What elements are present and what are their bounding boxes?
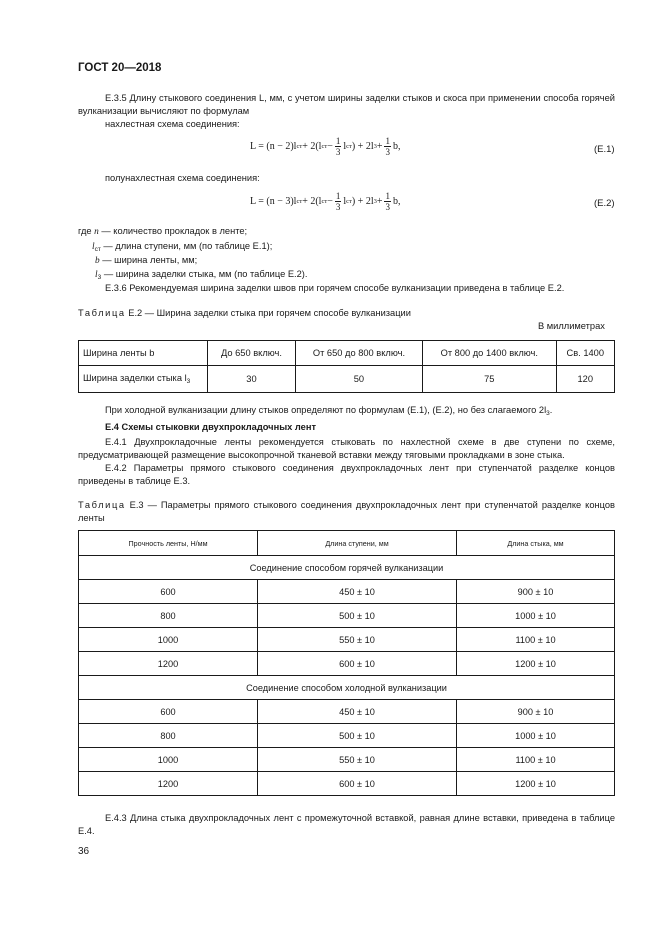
paragraph-e42: Е.4.2 Параметры прямого стыкового соединения двухпрокладочных лент при ступенчатой разделке концов приведены в таблице Е.3.	[78, 463, 615, 486]
table-cell: 120	[556, 366, 614, 393]
paragraph-e35: Е.3.5 Длину стыкового соединения L, мм, с учетом ширины заделки стыков и скоса при применении способа горячей вулканизации вычисляют по формулам	[78, 93, 615, 116]
table-cell: От 800 до 1400 включ.	[422, 341, 556, 366]
table-cell: От 650 до 800 включ.	[295, 341, 422, 366]
formula-e2-mid1: + 2(l	[302, 196, 322, 207]
table-row	[79, 652, 615, 676]
table-e3-caption: Таблица Е.3 — Параметры прямого стыкового соединения двухпрокладочных лент при ступенчатой разделке концов ленты	[78, 500, 615, 523]
table-cell: 600	[79, 700, 258, 724]
table-cell: 1000	[79, 628, 258, 652]
table-row	[79, 700, 615, 724]
table-cell: 1100 ± 10	[457, 748, 615, 772]
table-e2-caption: Таблица Е.2 — Ширина заделки стыка при горячем способе вулканизации	[78, 308, 411, 318]
formula-e1-minus: −	[327, 141, 333, 152]
table-cell: 900 ± 10	[457, 700, 615, 724]
formula-e2-sub-st: ст	[296, 198, 303, 205]
table-cell: 550 ± 10	[258, 628, 457, 652]
table-row	[79, 366, 615, 393]
formula-e1-sub-st: ст	[296, 143, 303, 150]
paragraph-e36: Е.3.6 Рекомендуемая ширина заделки швов при горячем способе вулканизации приведена в таблице Е.2.	[105, 283, 565, 293]
table-cell: 500 ± 10	[258, 604, 457, 628]
table-e2	[78, 340, 615, 393]
paragraph-e41: Е.4.1 Двухпрокладочные ленты рекомендуется стыковать по нахлестной схеме в две ступени по схеме, предусматривающей размещение высокопрочной тканевой вставки между тяговыми прокладками в зоне стыка.	[78, 437, 615, 460]
formula-e2-fraction-2: $\frac{1}{3}$	[385, 191, 390, 212]
formula-e2-sub-st3: ст	[346, 198, 352, 205]
formula-e1-mid1: + 2(l	[302, 141, 322, 152]
formula-e1-fraction-1: $\frac{1}{3}$	[335, 136, 341, 157]
formula-e2-plus: +	[376, 196, 383, 207]
table-cell: 1200	[79, 652, 258, 676]
table-row	[79, 580, 615, 604]
formula-e1-sub-st2: ст	[321, 143, 328, 150]
table-row	[79, 604, 615, 628]
table-row	[79, 341, 615, 366]
table-cell: 1000 ± 10	[457, 604, 615, 628]
table-cell: 500 ± 10	[258, 724, 457, 748]
table-cell: 450 ± 10	[258, 580, 457, 604]
table-e2-row1-head: Ширина ленты b	[79, 341, 208, 366]
paragraph-cold: При холодной вулканизации длину стыков определяют по формулам (Е.1), (Е.2), но без слагаемого $2l_3$.	[105, 405, 553, 417]
formula-e2-end: b,	[392, 196, 401, 207]
equation-number-e1: (Е.1)	[594, 144, 615, 155]
table-cell: 1200 ± 10	[457, 652, 615, 676]
table-section-row	[79, 556, 615, 580]
table-cell: 550 ± 10	[258, 748, 457, 772]
document-header: ГОСТ 20—2018	[78, 62, 162, 74]
table-cell: 800	[79, 724, 258, 748]
table-cell: До 650 включ.	[208, 341, 296, 366]
table-cell: 50	[295, 366, 422, 393]
where-line-b: b — ширина ленты, мм;	[95, 255, 198, 266]
formula-e2-minus: −	[327, 196, 333, 207]
table-row	[79, 748, 615, 772]
where-line-l3: $l_3$ — ширина заделки стыка, мм (по таблице Е.2).	[95, 269, 308, 281]
scheme-overlap-label: нахлестная схема соединения:	[105, 119, 240, 129]
formula-e2-lhs: L = (n − 3)l	[250, 196, 297, 207]
table-row	[79, 772, 615, 796]
equation-number-e2: (Е.2)	[594, 198, 615, 209]
table-cell: 600	[79, 580, 258, 604]
formula-e1-plus: +	[376, 141, 383, 152]
formula-e1-sub-3: 3	[373, 143, 377, 150]
table-cell: Св. 1400	[556, 341, 614, 366]
table-row	[79, 628, 615, 652]
table-cell: 1000 ± 10	[457, 724, 615, 748]
table-cell: 600 ± 10	[258, 652, 457, 676]
where-line-n: где n — количество прокладок в ленте;	[78, 226, 248, 237]
section-hot: Соединение способом горячей вулканизации	[79, 556, 615, 580]
table-header-cell: Длина ступени, мм	[258, 531, 457, 556]
formula-e2-mid2: l	[343, 196, 347, 207]
formula-e1-end: b,	[392, 141, 401, 152]
table-cell: 600 ± 10	[258, 772, 457, 796]
formula-e1-lhs: L = (n − 2)l	[250, 141, 297, 152]
table-cell: 900 ± 10	[457, 580, 615, 604]
formula-e1-fraction-2: $\frac{1}{3}$	[385, 136, 390, 157]
formula-e1-mid3: ) + 2l	[351, 141, 374, 152]
page-number: 36	[78, 846, 90, 857]
formula-e1	[250, 136, 400, 157]
table-cell: 75	[422, 366, 556, 393]
formula-e1-sub-st3: ст	[346, 143, 352, 150]
formula-e2-sub-3: 3	[373, 198, 377, 205]
section-cold: Соединение способом холодной вулканизации	[79, 676, 615, 700]
paragraph-e43: Е.4.3 Длина стыка двухпрокладочных лент с промежуточной вставкой, равная длине вставки, приведена в таблице Е.4.	[78, 813, 615, 836]
table-cell: 1000	[79, 748, 258, 772]
table-section-row	[79, 676, 615, 700]
table-header-cell: Прочность ленты, Н/мм	[79, 531, 258, 556]
scheme-half-overlap-label: полунахлестная схема соединения:	[105, 173, 260, 183]
table-cell: 1200 ± 10	[457, 772, 615, 796]
section-e4-title: Е.4 Схемы стыковки двухпрокладочных лент	[105, 422, 317, 432]
table-header-cell: Длина стыка, мм	[457, 531, 615, 556]
table-cell: 1100 ± 10	[457, 628, 615, 652]
table-e2-units: В миллиметрах	[538, 321, 605, 331]
where-line-lst: $l_{ст}$ — длина ступени, мм (по таблице Е.1);	[92, 241, 273, 253]
table-cell: 30	[208, 366, 296, 393]
table-cell: 450 ± 10	[258, 700, 457, 724]
formula-e2-mid3: ) + 2l	[351, 196, 374, 207]
table-e2-row2-head: Ширина заделки стыка $l_3$	[79, 366, 208, 393]
table-e3	[78, 530, 615, 796]
table-header-row	[79, 531, 615, 556]
formula-e2-sub-st2: ст	[321, 198, 328, 205]
table-cell: 800	[79, 604, 258, 628]
formula-e1-mid2: l	[343, 141, 347, 152]
formula-e2-fraction-1: $\frac{1}{3}$	[335, 191, 341, 212]
table-cell: 1200	[79, 772, 258, 796]
formula-e2	[250, 191, 400, 212]
table-row	[79, 724, 615, 748]
